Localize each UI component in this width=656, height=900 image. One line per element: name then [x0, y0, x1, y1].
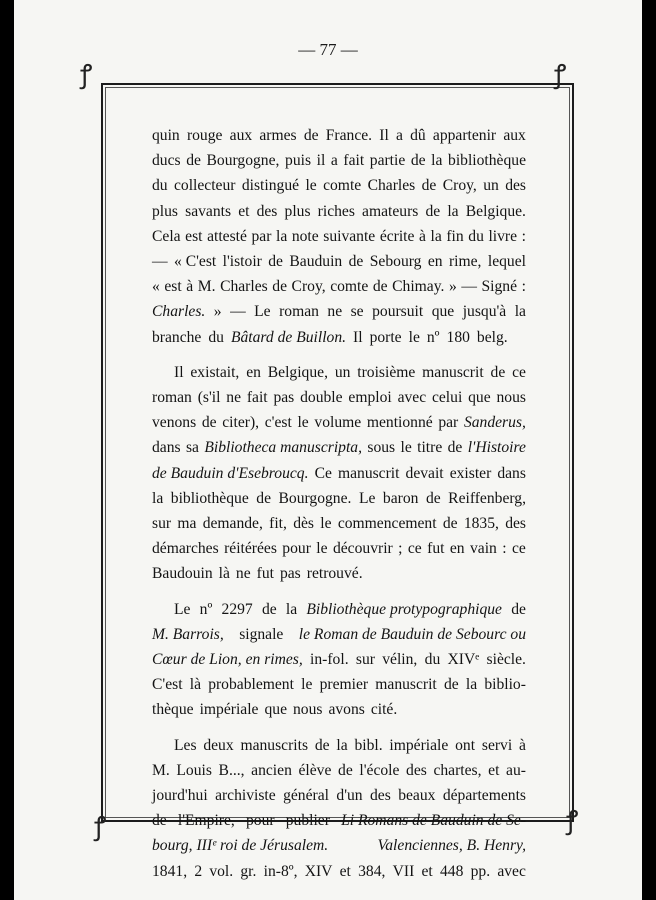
- body-text: [152, 123, 526, 884]
- text-line: quin rouge aux armes de France. Il a dû appartenir aux: [152, 127, 526, 144]
- text-line: « est à M. Charles de Croy, comte de Chimay. » — Signé :: [152, 278, 526, 296]
- text-line: démarches réitérées pour le découvrir ; ce fut en vain : ce: [152, 540, 526, 558]
- text-line: jourd'hui archiviste général d'un des beaux départements: [152, 787, 526, 805]
- text-line: Cœur de Lion, en rimes, in-fol. sur vélin, du XIVᵉ siècle.: [152, 651, 526, 669]
- text-line: branche du Bâtard de Buillon. Il porte le nº 180 belg.: [152, 328, 508, 346]
- text-line: C'est là probablement le premier manuscrit de la biblio-: [152, 676, 526, 694]
- corner-ornament-icon: ꝭ: [554, 60, 567, 90]
- text-line: Baudouin là ne fut pas retrouvé.: [152, 565, 363, 583]
- text-line: venons de citer), c'est le volume mentionné par Sanderus,: [152, 414, 526, 432]
- text-line: 1841, 2 vol. gr. in-8º, XIV et 384, VII et 448 pp. avec: [152, 862, 526, 880]
- text-line: thèque impériale que nous avons cité.: [152, 701, 398, 719]
- text-line: M. Louis B..., ancien élève de l'école des chartes, et au-: [152, 761, 526, 779]
- text-line: ducs de Bourgogne, puis il a fait partie de la bibliothèque: [152, 152, 526, 170]
- text-line: roman (s'il ne fait pas double emploi avec celui que nous: [152, 389, 526, 407]
- text-line: de Bauduin d'Esebroucq. Ce manuscrit devait exister dans: [152, 464, 526, 482]
- text-line: Charles. » — Le roman ne se poursuit que jusqu'à la: [152, 303, 526, 321]
- text-line: Les deux manuscrits de la bibl. impériale ont servi à: [174, 736, 526, 754]
- text-line: la bibliothèque de Bourgogne. Le baron de Reiffenberg,: [152, 489, 526, 507]
- text-line: plus savants et des plus riches amateurs de la Belgique.: [152, 202, 526, 220]
- page-number: — 77 —: [298, 40, 358, 59]
- text-line: du collecteur distingué le comte Charles de Croy, un des: [152, 177, 526, 195]
- text-line: sur ma demande, fit, dès le commencement de 1835, des: [152, 515, 526, 533]
- text-line: M. Barrois, signale le Roman de Bauduin de Sebourc ou: [152, 625, 526, 643]
- text-line: Il existait, en Belgique, un troisième manuscrit de ce: [174, 363, 526, 381]
- text-line: dans sa Bibliotheca manuscripta, sous le titre de l'Histoire: [152, 439, 526, 457]
- corner-ornament-icon: ꝭ: [94, 812, 107, 842]
- text-line: Le nº 2297 de la Bibliothèque protypographique de: [174, 600, 526, 618]
- corner-ornament-icon: ꝭ: [566, 806, 579, 836]
- text-line: Cela est attesté par la note suivante écrite à la fin du livre :: [152, 227, 526, 245]
- text-line: de l'Empire, pour publier Li Romans de Bauduin de Se-: [152, 812, 526, 830]
- text-line: — « C'est l'istoir de Bauduin de Sebourg en rime, lequel: [152, 253, 526, 271]
- book-page: [14, 0, 642, 900]
- corner-ornament-icon: ꝭ: [80, 60, 93, 90]
- text-line: bourg, IIIᵉ roi de Jérusalem. Valenciennes, B. Henry,: [152, 837, 526, 855]
